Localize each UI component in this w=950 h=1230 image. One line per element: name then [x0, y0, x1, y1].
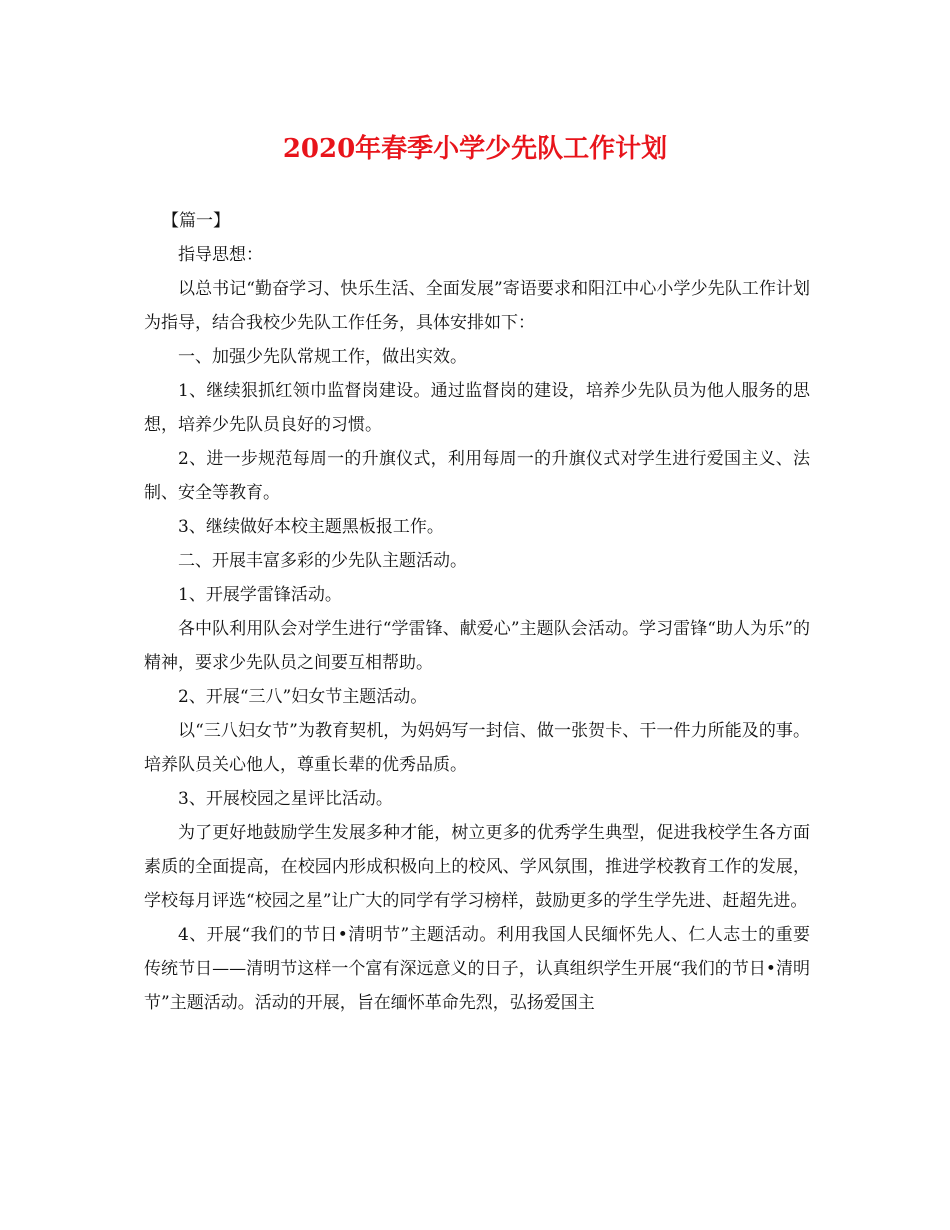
paragraph: 2、开展“三八”妇女节主题活动。 — [178, 687, 428, 707]
paragraph: 各中队利用队会对学生进行“学雷锋、献爱心”主题队会活动。学习雷锋“助人为乐”的精神，要求少先队员之间要互相帮助。 — [144, 619, 810, 673]
paragraph: 3、开展校园之星评比活动。 — [178, 789, 393, 809]
paragraph: 2、进一步规范每周一的升旗仪式，利用每周一的升旗仪式对学生进行爱国主义、法制、安全等教育。 — [144, 449, 810, 503]
paragraph: 以总书记“勤奋学习、快乐生活、全面发展”寄语要求和阳江中心小学少先队工作计划为指导，结合我校少先队工作任务，具体安排如下： — [144, 279, 810, 333]
document-title: 2020年春季小学少先队工作计划 — [282, 134, 668, 164]
paragraph: 为了更好地鼓励学生发展多种才能，树立更多的优秀学生典型，促进我校学生各方面素质的全面提高，在校园内形成积极向上的校风、学风氛围，推进学校教育工作的发展，学校每月评选“校园之星”让广大的同学有学习榜样，鼓励更多的学生学先进、赶超先进。 — [144, 823, 810, 911]
section-heading: 【篇一】 — [162, 211, 230, 231]
paragraph: 1、开展学雷锋活动。 — [178, 585, 342, 605]
paragraph: 指导思想： — [178, 245, 263, 265]
paragraph: 以“三八妇女节”为教育契机，为妈妈写一封信、做一张贺卡、干一件力所能及的事。培养队员关心他人，尊重长辈的优秀品质。 — [144, 721, 810, 775]
paragraph: 4、开展“我们的节日•清明节”主题活动。利用我国人民缅怀先人、仁人志士的重要传统节日——清明节这样一个富有深远意义的日子，认真组织学生开展“我们的节日•清明节”主题活动。活动的开展，旨在缅怀革命先烈，弘扬爱国主 — [144, 925, 810, 1013]
paragraph: 二、开展丰富多彩的少先队主题活动。 — [178, 551, 467, 571]
paragraph: 3、继续做好本校主题黑板报工作。 — [178, 517, 444, 537]
document-body — [144, 204, 810, 1020]
paragraph: 1、继续狠抓红领巾监督岗建设。通过监督岗的建设，培养少先队员为他人服务的思想，培养少先队员良好的习惯。 — [144, 381, 810, 435]
paragraph: 一、加强少先队常规工作，做出实效。 — [178, 347, 467, 367]
